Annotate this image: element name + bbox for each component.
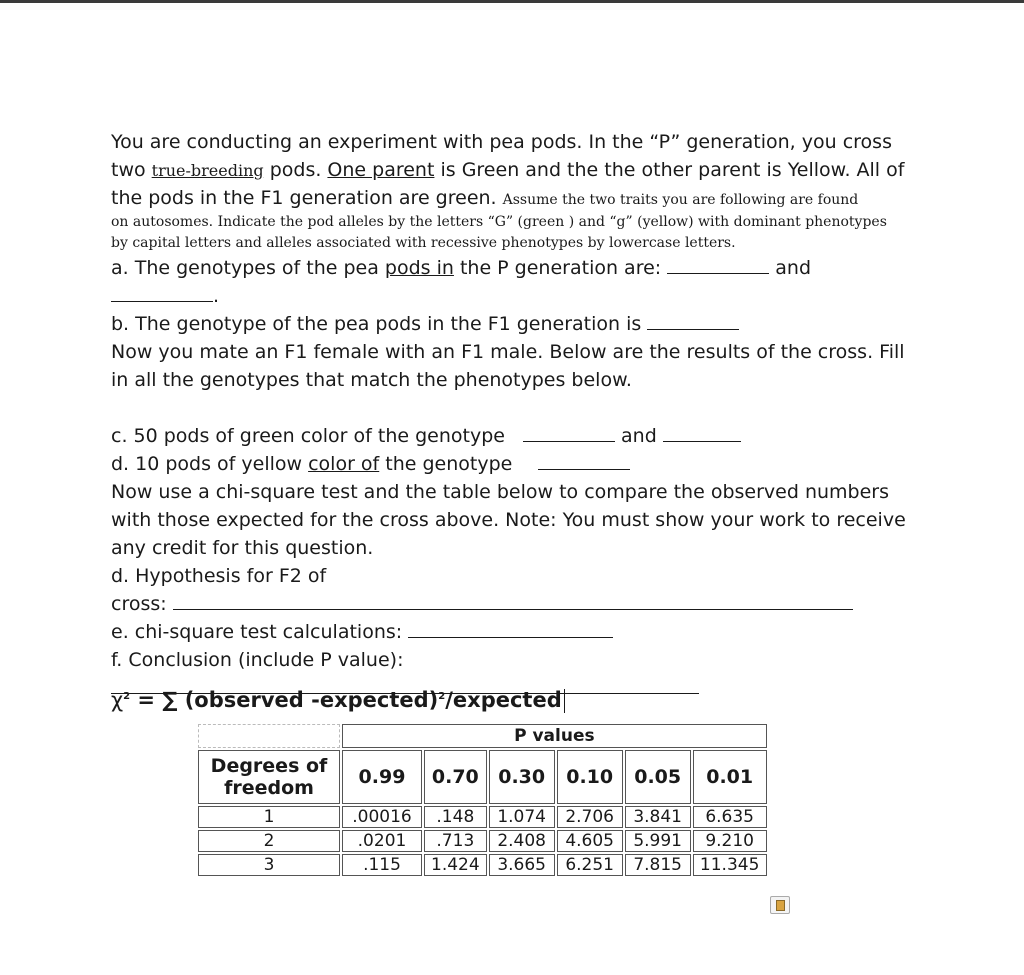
question-a-suffix: the P generation are: <box>453 257 668 279</box>
value-cell: 11.345 <box>693 854 767 876</box>
hypothesis-line-2 <box>111 590 911 618</box>
chi-line-1 <box>111 478 911 506</box>
value-cell: 1.424 <box>424 854 487 876</box>
formula-body: = ∑ (observed -expected) <box>130 688 439 712</box>
answer-b-blank[interactable] <box>647 311 739 330</box>
question-c-and: and <box>615 425 663 447</box>
intro-text-5: by capital letters and alleles associated with recessive phenotypes by lowercase letters. <box>111 235 736 251</box>
answer-c2-blank[interactable] <box>663 423 741 442</box>
question-a <box>111 254 911 282</box>
df-cell: 1 <box>198 806 340 828</box>
value-cell: 6.251 <box>557 854 623 876</box>
question-d <box>111 450 911 478</box>
question-a-continued <box>111 282 911 310</box>
question-c <box>111 422 911 450</box>
answer-hypothesis-blank[interactable] <box>173 591 853 610</box>
df-header-line-2: freedom <box>224 777 314 799</box>
intro-text-3a: the pods in the F1 generation are green. <box>111 187 503 209</box>
text-cursor <box>564 689 565 713</box>
question-a-prefix: a. The genotypes of the pea <box>111 257 385 279</box>
mate-text-2: in all the genotypes that match the phenotypes below. <box>111 369 632 391</box>
column-header: 0.70 <box>424 750 487 804</box>
formula-tail: /expected <box>445 688 562 712</box>
column-header: 0.99 <box>342 750 422 804</box>
answer-a1-blank[interactable] <box>667 255 769 274</box>
intro-line-2 <box>111 156 911 184</box>
question-f-text: f. Conclusion (include P value): <box>111 649 404 671</box>
question-f <box>111 646 911 674</box>
paste-options-icon[interactable] <box>770 896 790 914</box>
intro-text-3b: Assume the two traits you are following are found <box>502 192 859 208</box>
question-b <box>111 310 911 338</box>
answer-d-blank[interactable] <box>538 451 630 470</box>
question-e <box>111 618 911 646</box>
value-cell: 2.408 <box>489 830 555 852</box>
table-row <box>198 806 767 828</box>
one-parent-term: One parent <box>327 159 435 181</box>
intro-text-4: on autosomes. Indicate the pod alleles by the letters “G” (green ) and “g” (yellow) with dominant phenotypes <box>111 214 887 230</box>
hypothesis-line-1 <box>111 562 911 590</box>
value-cell: 6.635 <box>693 806 767 828</box>
column-header: 0.30 <box>489 750 555 804</box>
df-header-line-1: Degrees of <box>210 755 328 777</box>
intro-line-4 <box>111 212 911 233</box>
table-row <box>198 830 767 852</box>
table-cell-empty <box>198 724 340 748</box>
spacer <box>111 394 911 422</box>
table-row-pvalues <box>198 724 767 748</box>
answer-a2-blank[interactable] <box>111 283 213 302</box>
chi-exponent: 2 <box>123 691 131 702</box>
value-cell: 3.665 <box>489 854 555 876</box>
true-breeding-term: true-breeding <box>151 161 264 180</box>
question-a-and: and <box>769 257 812 279</box>
value-cell: 4.605 <box>557 830 623 852</box>
intro-text-2e: is Green and the the other parent is Yellow. All of <box>434 159 905 181</box>
value-cell: .713 <box>424 830 487 852</box>
question-c-prefix: c. 50 pods of green color of the genotype <box>111 425 511 447</box>
question-a-underlined: pods in <box>384 257 454 279</box>
intro-text-2a: two <box>111 159 152 181</box>
question-d-prefix: d. 10 pods of yellow <box>111 453 309 475</box>
answer-e-blank[interactable] <box>408 619 613 638</box>
intro-text-1: You are conducting an experiment with pea pods. In the “P” generation, you cross <box>111 131 892 153</box>
chi-text-1: Now use a chi-square test and the table below to compare the observed numbers <box>111 481 889 503</box>
hypothesis-text-2: cross: <box>111 593 173 615</box>
chi-square-formula <box>111 688 565 713</box>
value-cell: .115 <box>342 854 422 876</box>
value-cell: 3.841 <box>625 806 691 828</box>
value-cell: 1.074 <box>489 806 555 828</box>
column-header: 0.01 <box>693 750 767 804</box>
hypothesis-text-1: d. Hypothesis for F2 of <box>111 565 327 587</box>
value-cell: 2.706 <box>557 806 623 828</box>
question-e-text: e. chi-square test calculations: <box>111 621 409 643</box>
chi-text-2: with those expected for the cross above. Note: You must show your work to receive <box>111 509 906 531</box>
document-body <box>111 128 911 702</box>
value-cell: .00016 <box>342 806 422 828</box>
chi-symbol: χ <box>111 688 124 712</box>
intro-line-3 <box>111 184 911 212</box>
question-b-text: b. The genotype of the pea pods in the F1 generation is <box>111 313 648 335</box>
column-header: 0.10 <box>557 750 623 804</box>
df-cell: 2 <box>198 830 340 852</box>
mate-line-2 <box>111 366 911 394</box>
intro-line-5 <box>111 233 911 254</box>
table-row <box>198 854 767 876</box>
value-cell: 5.991 <box>625 830 691 852</box>
mate-line-1 <box>111 338 911 366</box>
intro-text-2c: pods. <box>263 159 328 181</box>
value-cell: 7.815 <box>625 854 691 876</box>
chi-square-table <box>196 722 769 878</box>
intro-line-1 <box>111 128 911 156</box>
question-a-end: . <box>213 285 220 307</box>
formula-exponent: 2 <box>438 691 446 702</box>
question-d-underlined: color of <box>308 453 380 475</box>
answer-c1-blank[interactable] <box>523 423 615 442</box>
p-value-table <box>196 722 769 878</box>
chi-text-3: any credit for this question. <box>111 537 374 559</box>
value-cell: .148 <box>424 806 487 828</box>
df-cell: 3 <box>198 854 340 876</box>
column-header: 0.05 <box>625 750 691 804</box>
value-cell: .0201 <box>342 830 422 852</box>
top-border <box>0 0 1024 3</box>
value-cell: 9.210 <box>693 830 767 852</box>
table-row-header <box>198 750 767 804</box>
chi-line-3 <box>111 534 911 562</box>
chi-line-2 <box>111 506 911 534</box>
mate-text-1: Now you mate an F1 female with an F1 male. Below are the results of the cross. Fill <box>111 341 905 363</box>
question-d-suffix: the genotype <box>379 453 519 475</box>
p-values-header: P values <box>342 724 767 748</box>
df-header <box>198 750 340 804</box>
